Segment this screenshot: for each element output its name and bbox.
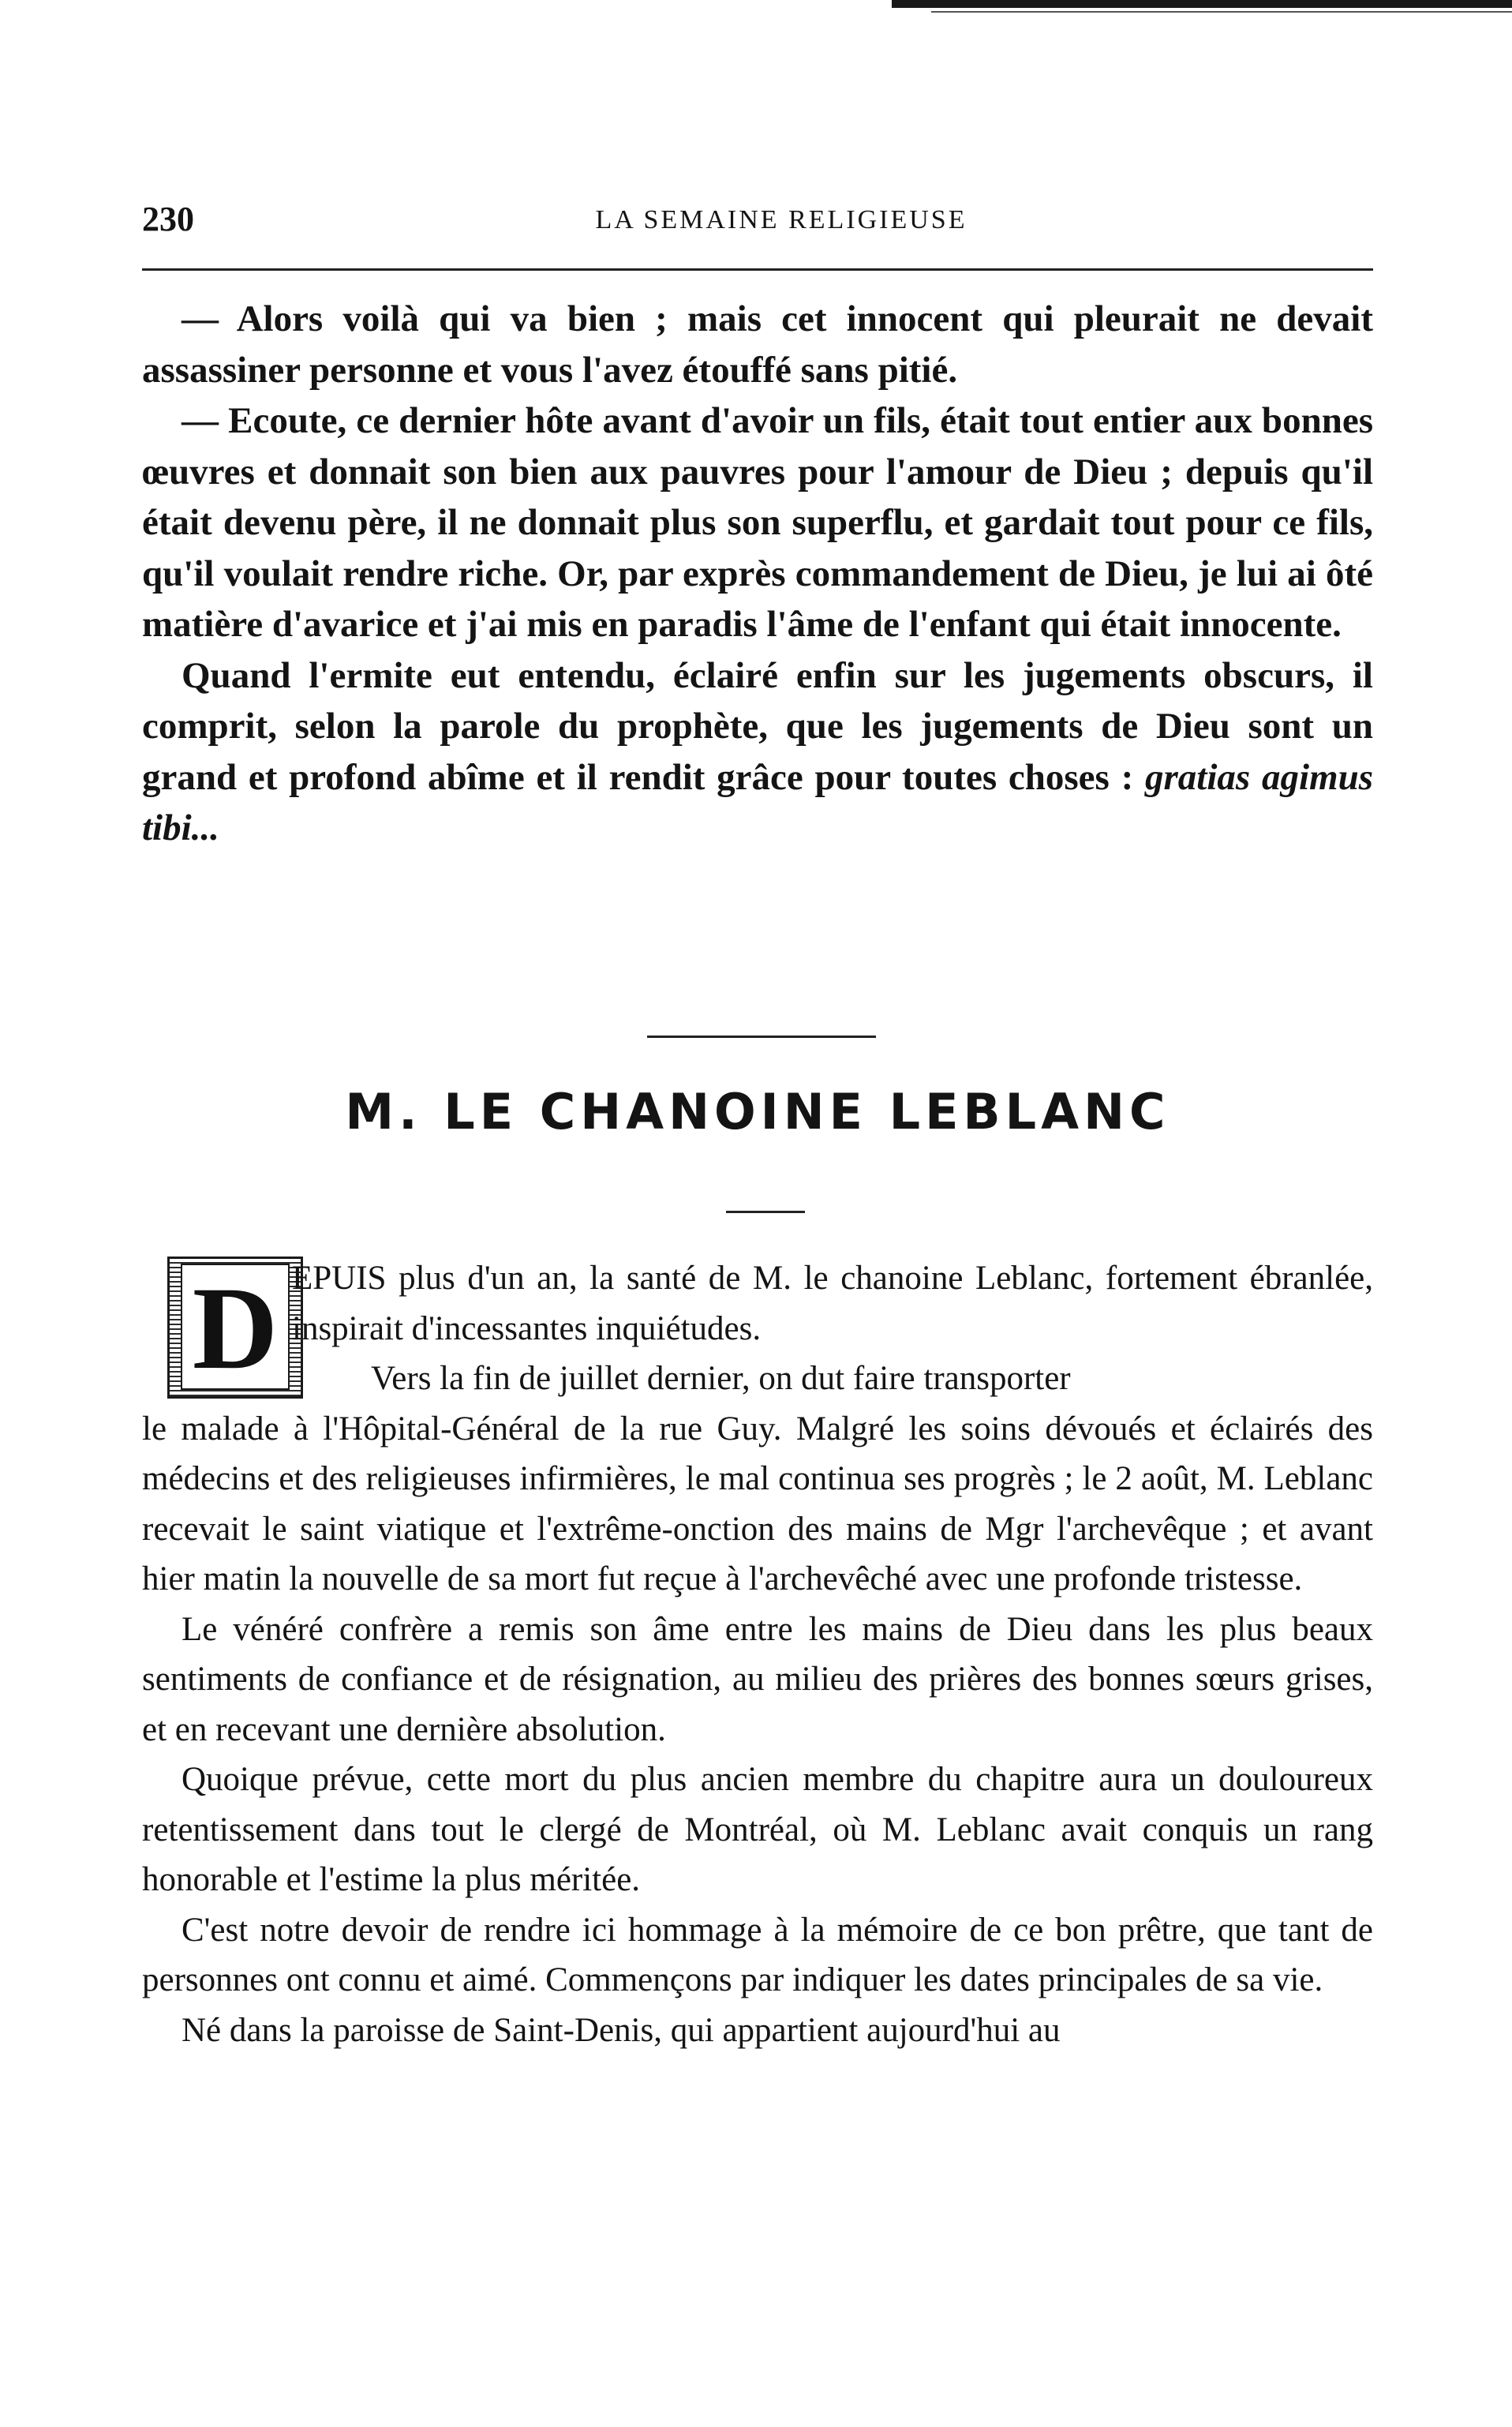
article-paragraph-2: Le vénéré confrère a remis son âme entre les mains de Dieu dans les plus beaux sentiments de confiance et de résignation, au milieu des prières des bonnes sœurs grises, et en recevant une dernière absolution. <box>142 1610 1373 1748</box>
journal-title: LA SEMAINE RELIGIEUSE <box>595 205 967 234</box>
article-paragraph-3: Quoique prévue, cette mort du plus ancien membre du chapitre aura un douloureux retentissement dans tout le clergé de Montréal, où M. Leblanc avait conquis un rang honorable et l'estime la plus méritée. <box>142 1761 1373 1898</box>
article-title: M. LE CHANOINE LEBLANC <box>345 1083 1170 1140</box>
latin-quote: gratias agimus tibi... <box>142 756 1373 848</box>
story-paragraph-3 <box>142 650 1373 854</box>
title-underline <box>726 1211 805 1213</box>
article-paragraph-1-continuation: le malade à l'Hôpital-Général de la rue Guy. Malgré les soins dévoués et éclairés des médecins et des religieuses infirmières, le mal continua ses progrès ; le 2 août, M. Leblanc recevait le saint viatique et l'extrême-onction des mains de Mgr l'archevêque ; et avant hier matin la nouvelle de sa mort fut reçue à l'archevêché avec une profonde tristesse. <box>142 1410 1373 1597</box>
header-rule <box>142 268 1373 271</box>
running-head <box>142 199 1373 246</box>
top-edge-thin-rule <box>931 11 1512 13</box>
article-paragraph-1-continuation-start: Vers la fin de juillet dernier, on dut faire transporter <box>371 1360 1071 1397</box>
story-text <box>142 294 1373 854</box>
top-edge-rule <box>892 0 1512 8</box>
article-paragraph-4: C'est notre devoir de rendre ici hommage à la mémoire de ce bon prêtre, que tant de personnes ont connu et aimé. Commençons par indiquer les dates principales de sa vie. <box>142 1911 1373 1998</box>
article-body <box>142 1253 1373 2055</box>
section-separator <box>647 1036 876 1038</box>
story-paragraph-3-text: Quand l'ermite eut entendu, éclairé enfin sur les jugements obscurs, il comprit, selon la parole du prophète, que les jugements de Dieu sont un grand et profond abîme et il rendit grâce pour toutes choses : <box>142 654 1373 798</box>
article-paragraph-5: Né dans la paroisse de Saint-Denis, qui appartient aujourd'hui au <box>182 2011 1061 2049</box>
story-paragraph-1: — Alors voilà qui va bien ; mais cet innocent qui pleurait ne devait assassiner personne et vous l'avez étouffé sans pitié. <box>142 298 1373 391</box>
page-number: 230 <box>142 200 194 238</box>
article-paragraph-1-opening: EPUIS plus d'un an, la santé de M. le chanoine Leblanc, fortement ébranlée, inspirait d'incessantes inquiétudes. <box>292 1260 1373 1347</box>
dropcap-letter: D <box>181 1264 290 1390</box>
story-paragraph-2: — Ecoute, ce dernier hôte avant d'avoir un fils, était tout entier aux bonnes œuvres et donnait son bien aux pauvres pour l'amour de Dieu ; depuis qu'il était devenu père, il ne donnait plus son superflu, et gardait tout pour ce fils, qu'il voulait rendre riche. Or, par exprès commandement de Dieu, je lui ai ôté matière d'avarice et j'ai mis en paradis l'âme de l'enfant qui était innocente. <box>142 400 1373 645</box>
